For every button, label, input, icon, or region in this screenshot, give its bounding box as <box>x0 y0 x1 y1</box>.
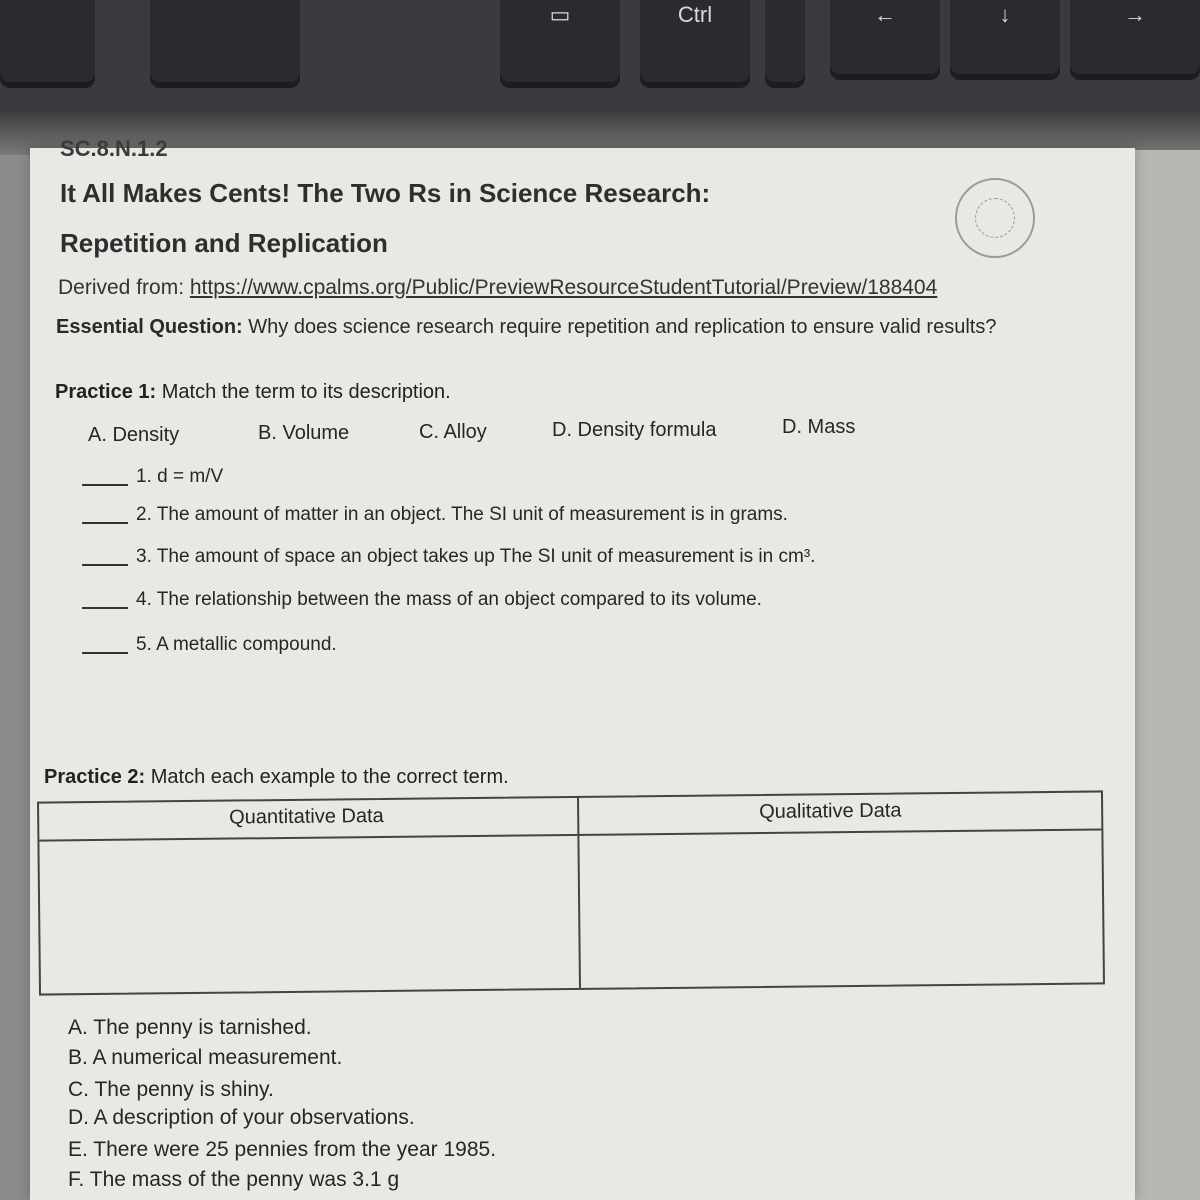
derived-label: Derived from: <box>58 276 185 299</box>
answer-blank[interactable] <box>82 607 128 609</box>
arrow-down-icon: ↓ <box>999 2 1011 27</box>
match-item: 2. The amount of matter in an object. The SI unit of measurement is in grams. <box>82 504 788 526</box>
term-option: C. Alloy <box>419 421 487 443</box>
arrow-right-icon: → <box>1124 2 1146 27</box>
answer-blank[interactable] <box>82 522 128 524</box>
page-title: It All Makes Cents! The Two Rs in Science Research: <box>60 178 711 208</box>
standard-code: SC.8.N.1.2 <box>60 136 168 161</box>
term-option: D. Density formula <box>552 419 717 441</box>
practice2-heading <box>44 766 509 789</box>
worksheet-page <box>30 136 1135 1200</box>
answer-blank[interactable] <box>82 484 128 486</box>
quantitative-cell[interactable] <box>39 836 579 992</box>
stamp-emblem-icon <box>975 198 1015 238</box>
source-link[interactable]: https://www.cpalms.org/Public/PreviewResourceStudentTutorial/Preview/188404 <box>189 276 938 299</box>
keyboard-key-left <box>830 0 940 80</box>
essential-question <box>56 311 1046 343</box>
practice1-label: Practice 1: <box>55 381 157 403</box>
qualitative-header: Qualitative Data <box>759 799 902 824</box>
example-item: E. There were 25 pennies from the year 1985. <box>68 1138 497 1161</box>
qualitative-cell[interactable] <box>579 830 1103 985</box>
page-subtitle: Repetition and Replication <box>60 228 388 258</box>
keyboard-key-down <box>950 0 1060 80</box>
practice1-instruction: Match the term to its description. <box>161 381 451 403</box>
key-label: Ctrl <box>677 2 713 27</box>
example-item: B. A numerical measurement. <box>68 1046 343 1069</box>
practice2-instruction: Match each example to the correct term. <box>150 766 509 788</box>
example-item: F. The mass of the penny was 3.1 g <box>68 1168 400 1191</box>
example-item: D. A description of your observations. <box>68 1106 415 1129</box>
essential-text: Why does science research require repetition and replication to ensure valid results? <box>248 316 997 338</box>
keyboard-key <box>0 0 95 88</box>
keyboard-key-ctrl <box>640 0 750 88</box>
keyboard-key <box>150 0 300 88</box>
menu-key-icon: ▭ <box>549 2 571 27</box>
arrow-left-icon: ← <box>874 2 896 27</box>
term-option: B. Volume <box>258 422 350 444</box>
term-option: A. Density <box>88 424 180 446</box>
keyboard-key <box>500 0 620 88</box>
match-item: 4. The relationship between the mass of an object compared to its volume. <box>82 589 762 611</box>
desk-surface <box>1135 150 1200 1200</box>
department-stamp <box>955 178 1035 258</box>
practice1-heading <box>55 381 451 404</box>
keyboard-key-right <box>1070 0 1200 80</box>
answer-blank[interactable] <box>82 564 128 566</box>
example-item: C. The penny is shiny. <box>68 1078 274 1101</box>
derived-from <box>58 276 937 300</box>
match-item: 1. d = m/V <box>82 466 223 488</box>
match-item: 5. A metallic compound. <box>82 634 337 656</box>
data-classification-table <box>37 790 1105 995</box>
answer-blank[interactable] <box>82 652 128 654</box>
keyboard-key <box>765 0 805 88</box>
quantitative-header: Quantitative Data <box>229 804 384 829</box>
essential-label: Essential Question: <box>56 316 243 338</box>
term-option: D. Mass <box>782 416 856 438</box>
example-item: A. The penny is tarnished. <box>68 1016 312 1039</box>
practice2-label: Practice 2: <box>44 766 146 788</box>
match-item: 3. The amount of space an object takes up The SI unit of measurement is in cm³. <box>82 546 815 568</box>
